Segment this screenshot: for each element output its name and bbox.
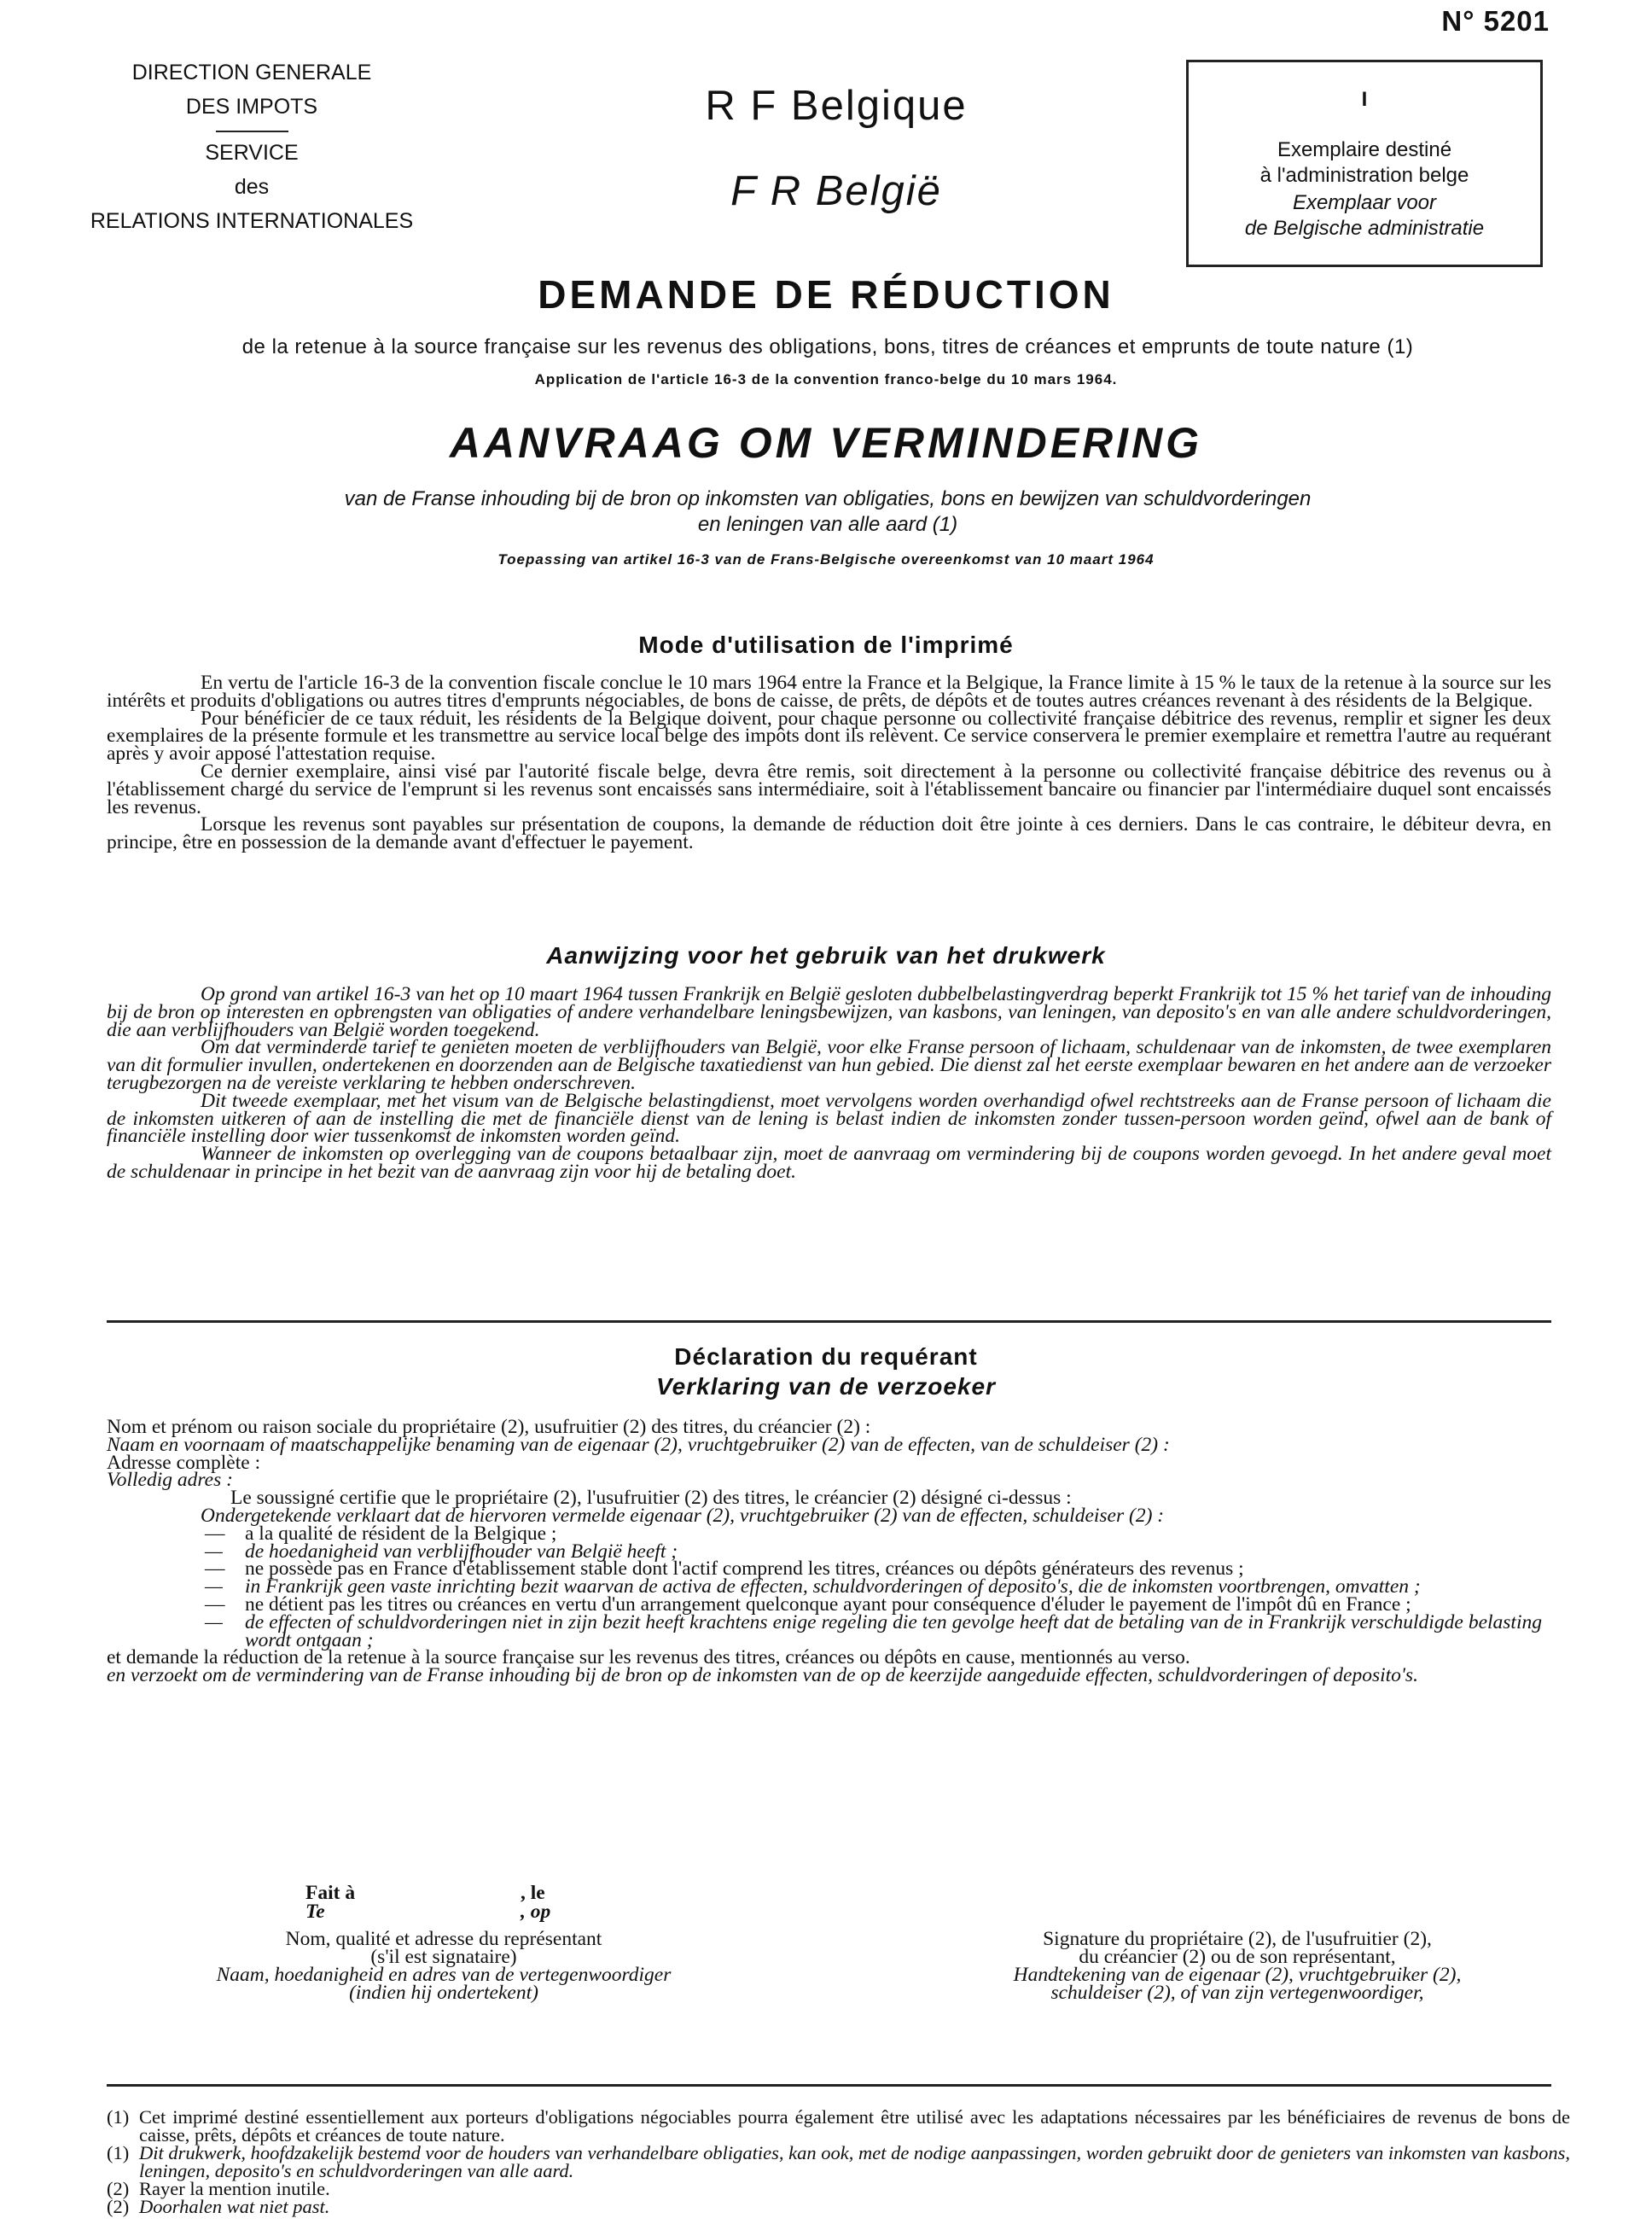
condition-1-nl: de hoedanigheid van verblijfhouder van België heeft ; bbox=[245, 1540, 678, 1563]
copy-destination-nl bbox=[1189, 190, 1540, 242]
legal-basis-nl: Toepassing van artikel 16-3 van de Frans-Belgische overeenkomst van 10 maart 1964 bbox=[497, 551, 1155, 568]
place-label-fr: Fait à bbox=[305, 1882, 356, 1904]
footnotes bbox=[107, 2108, 1570, 2215]
copy-destination-fr-line1: Exemplaire destiné bbox=[1277, 138, 1452, 161]
footnote-1-nl-text: Dit drukwerk, hoofdzakelijk bestemd voor de houders van verhandelbare obligaties, kan ook, met de nodige aanpassingen, worden gebruikt door de genieters van inkomsten van kasbons, leningen, deposito's en schuldvorderingen van alle aard. bbox=[139, 2142, 1570, 2181]
form-number: N° 5201 bbox=[1441, 5, 1550, 37]
document-title-nl: AANVRAAG OM VERMINDERING bbox=[449, 419, 1203, 467]
usage-instructions-nl bbox=[107, 983, 1551, 1183]
usage-instructions-fr bbox=[107, 674, 1551, 852]
footnote-2-fr-text: Rayer la mention inutile. bbox=[139, 2178, 330, 2199]
representative-note-nl: (indien hij ondertekent) bbox=[349, 1982, 538, 2004]
dash-marker: — bbox=[205, 1522, 225, 1545]
footnote-marker: (2) bbox=[107, 2196, 130, 2217]
address-label-fr: Adresse complète : bbox=[107, 1451, 261, 1474]
footnote-2-nl-text: Doorhalen wat niet past. bbox=[139, 2196, 330, 2217]
legal-basis-fr: Application de l'article 16-3 de la convention franco-belge du 10 mars 1964. bbox=[534, 371, 1118, 387]
footnote-1-fr bbox=[107, 2108, 1570, 2144]
date-label-fr: , le bbox=[521, 1882, 545, 1904]
usage-fr-paragraph-1: En vertu de l'article 16-3 de la convention fiscale conclue le 10 mars 1964 entre la France et la Belgique, la France limite à 15 % le taux de la retenue à la source sur les intérêts et produits d'obligations ou autres titres d'emprunts négociables, de bons de caisse, de prêts, de dépôts et de toutes autres créances revenant à des résidents de la Belgique. bbox=[107, 672, 1551, 712]
copy-destination-fr-line2: à l'administration belge bbox=[1259, 164, 1469, 187]
authority-line-2: DES IMPOTS bbox=[185, 95, 318, 119]
dash-marker: — bbox=[205, 1575, 223, 1598]
footnote-marker: (2) bbox=[107, 2178, 130, 2199]
date-label-nl: , op bbox=[521, 1901, 551, 1923]
footnote-1-nl bbox=[107, 2144, 1570, 2180]
representative-label-nl: Naam, hoedanigheid en adres van de vertegenwoordiger bbox=[216, 1964, 672, 1986]
signature-field[interactable] bbox=[922, 2006, 1553, 2065]
usage-nl-paragraph-4: Wanneer de inkomsten op overlegging van de coupons betaalbaar zijn, moet de aanvraag om vermindering bij de coupons worden gevoegd. In het andere geval moet de schuldenaar in principe in het bezit van de aanvraag zijn voor hij de betaling doet. bbox=[107, 1143, 1551, 1183]
document-subtitle-nl-line1: van de Franse inhouding bij de bron op inkomsten van obligaties, bons en bewijzen van schuldvorderingen bbox=[344, 487, 1312, 510]
section-divider-bottom bbox=[107, 2084, 1551, 2087]
dash-marker: — bbox=[205, 1610, 223, 1633]
condition-3-fr: ne détient pas les titres ou créances en vertu d'un arrangement quelconque ayant pour conséquence d'éluder le payement de l'impôt dû en France ; bbox=[245, 1592, 1411, 1616]
usage-nl-paragraph-3: Dit tweede exemplaar, met het visum van de Belgische belastingdienst, moet vervolgens worden overhandigd ofwel rechtstreeks aan de Franse persoon of lichaam die de inkomsten uitkeren of aan de instelling die met de financiële dienst van de lening is belast indien de inkomsten zonder tussen-persoon worden geïnd, ofwel aan de bank of financiële instelling door wier tussenkomst de inkomsten worden geïnd. bbox=[107, 1089, 1551, 1148]
owner-name-label-fr: Nom et prénom ou raison sociale du propriétaire (2), usufruitier (2) des titres, du créancier (2) : bbox=[107, 1416, 871, 1438]
document-subtitle-fr: de la retenue à la source française sur les revenus des obligations, bons, titres de créances et emprunts de toute nature (1) bbox=[241, 335, 1414, 358]
authority-line-3: SERVICE bbox=[205, 141, 299, 165]
dash-marker: — bbox=[205, 1592, 225, 1616]
issuing-authority-block bbox=[90, 55, 414, 238]
owner-name-label-nl: Naam en voornaam of maatschappelijke benaming van de eigenaar (2), vruchtgebruiker (2) van de effecten, van de schuldeiser (2) : bbox=[107, 1433, 1170, 1456]
footnote-marker: (1) bbox=[107, 2106, 130, 2128]
footnote-2-fr bbox=[107, 2180, 1570, 2198]
signature-label-fr-2: du créancier (2) ou de son représentant, bbox=[1079, 1946, 1396, 1968]
copy-destination-nl-line1: Exemplaar voor bbox=[1292, 191, 1437, 214]
condition-2-nl: in Frankrijk geen vaste inrichting bezit waarvan de activa de effecten, schuldvorderingen of deposito's, die de inkomsten voortbrengen, omvatten ; bbox=[245, 1575, 1421, 1598]
document-title-fr: DEMANDE DE RÉDUCTION bbox=[538, 272, 1114, 317]
condition-item bbox=[107, 1610, 1557, 1651]
authority-line-4: des bbox=[234, 175, 270, 199]
condition-3-nl: de effecten of schuldvorderingen niet in zijn bezit heeft krachtens enige regeling die ten gevolge heeft dat de betaling van de in Frankrijk verschuldigde belasting wordt ontgaan ; bbox=[245, 1610, 1542, 1651]
country-title-fr: R F Belgique bbox=[705, 83, 968, 129]
authority-line-5: RELATIONS INTERNATIONALES bbox=[90, 209, 414, 233]
representative-note-fr: (s'il est signataire) bbox=[370, 1946, 517, 1968]
dash-marker: — bbox=[205, 1558, 225, 1581]
document-subtitle-nl bbox=[205, 486, 1451, 538]
reduction-request-nl: en verzoekt om de vermindering van de Franse inhouding bij de bron op de inkomsten van de op de keerzijde aangeduide effecten, schuldvorderingen of deposito's. bbox=[107, 1664, 1418, 1687]
representative-block bbox=[145, 1930, 742, 2002]
reduction-request-fr: et demande la réduction de la retenue à la source française sur les revenus des titres, créances ou dépôts en cause, mentionnés au verso. bbox=[107, 1646, 1190, 1669]
footnote-2-nl bbox=[107, 2198, 1570, 2215]
country-title-nl: F R België bbox=[730, 168, 942, 214]
signature-label-nl-1: Handtekening van de eigenaar (2), vruchtgebruiker (2), bbox=[1013, 1964, 1462, 1986]
authority-line-1: DIRECTION GENERALE bbox=[131, 61, 372, 84]
place-field[interactable] bbox=[374, 1896, 510, 1913]
signature-label-fr-1: Signature du propriétaire (2), de l'usufruitier (2), bbox=[1043, 1928, 1432, 1950]
date-field[interactable] bbox=[567, 1896, 738, 1913]
signature-label-nl-2: schuldeiser (2), of van zijn vertegenwoordiger, bbox=[1050, 1982, 1424, 2004]
section-heading-usage-nl: Aanwijzing voor het gebruik van het drukwerk bbox=[546, 942, 1106, 969]
usage-nl-paragraph-1: Op grond van artikel 16-3 van het op 10 maart 1964 tussen Frankrijk en België gesloten dubbelbelastingverdrag beperkt Frankrijk tot 15 % het tarief van de inhouding bij de bron op interesten en opbrengsten van obligaties of andere verhandelbare leningsbewijzen, van kasbons, van leningen, van deposito's en van alle andere schuldvorderingen, die aan verblijfhouders van België worden toegekend. bbox=[107, 983, 1551, 1041]
certification-fr: Le soussigné certifie que le propriétaire (2), l'usufruitier (2) des titres, le créancier (2) désigné ci-dessus : bbox=[230, 1487, 1072, 1510]
declaration-heading-fr: Déclaration du requérant bbox=[674, 1343, 978, 1370]
place-label-nl: Te bbox=[305, 1901, 325, 1923]
certification-nl: Ondergetekende verklaart dat de hiervoren vermelde eigenaar (2), vruchtgebruiker (2) van de effecten, schuldeiser (2) : bbox=[201, 1504, 1165, 1527]
footnote-1-fr-text: Cet imprimé destiné essentiellement aux porteurs d'obligations négociables pourra également être utilisé avec les adaptations nécessaires par les bénéficiaires de revenus de bons de caisse, prêts, dépôts et créances de toute nature. bbox=[139, 2106, 1570, 2146]
condition-2-fr: ne possède pas en France d'établissement stable dont l'actif comprend les titres, créances ou dépôts générateurs des revenus ; bbox=[245, 1558, 1244, 1581]
address-label-nl: Volledig adres : bbox=[107, 1469, 233, 1492]
copy-destination-fr bbox=[1189, 137, 1540, 189]
representative-label-fr: Nom, qualité et adresse du représentant bbox=[285, 1928, 602, 1950]
declaration-body bbox=[107, 1418, 1557, 1685]
authority-divider bbox=[216, 131, 288, 132]
copy-number: I bbox=[1361, 88, 1368, 111]
usage-nl-paragraph-2: Om dat verminderde tarief te genieten moeten de verblijfhouders van België, voor elke Franse persoon of lichaam, schuldenaar van de inkomsten, de twee exemplaren van dit formulier invullen, ondertekenen en doorzenden aan de Belgische taxatiedienst van hun gebied. Die dienst zal het eerste exemplaar bewaren en het andere aan de verzoeker terugbezorgen na de vereiste verklaring te hebben onderschreven. bbox=[107, 1036, 1551, 1094]
usage-fr-paragraph-4: Lorsque les revenus sont payables sur présentation de coupons, la demande de réduction doit être jointe à ces derniers. Dans le cas contraire, le débiteur devra, en principe, être en possession de la demande avant d'effectuer le payement. bbox=[107, 813, 1551, 854]
representative-field[interactable] bbox=[145, 2006, 742, 2065]
copy-destination-nl-line2: de Belgische administratie bbox=[1244, 217, 1485, 240]
signature-block bbox=[922, 1930, 1553, 2002]
footnote-marker: (1) bbox=[107, 2142, 130, 2163]
section-heading-usage-fr: Mode d'utilisation de l'imprimé bbox=[638, 632, 1014, 658]
usage-fr-paragraph-2: Pour bénéficier de ce taux réduit, les résidents de la Belgique doivent, pour chaque personne ou collectivité française débitrice des revenus, remplir et signer les deux exemplaires de la présente formule et les transmettre au service local belge des impôts dont ils relèvent. Ce service conservera le premier exemplaire et remettra l'autre au requérant après y avoir apposé l'attestation requise. bbox=[107, 707, 1551, 766]
dash-marker: — bbox=[205, 1540, 223, 1563]
copy-destination-box bbox=[1186, 60, 1543, 267]
section-divider-top bbox=[107, 1320, 1551, 1323]
document-subtitle-nl-line2: en leningen van alle aard (1) bbox=[697, 513, 958, 536]
condition-1-fr: a la qualité de résident de la Belgique ; bbox=[245, 1522, 557, 1545]
usage-fr-paragraph-3: Ce dernier exemplaire, ainsi visé par l'autorité fiscale belge, devra être remis, soit directement à la personne ou collectivité française débitrice des revenus ou à l'établissement chargé du service de l'emprunt si les revenus sont encaissés sans intermédiaire, soit à l'établissement bancaire ou financier par l'intermédiaire duquel sont encaissés les revenus. bbox=[107, 760, 1551, 818]
declaration-heading-nl: Verklaring van de verzoeker bbox=[656, 1373, 996, 1400]
